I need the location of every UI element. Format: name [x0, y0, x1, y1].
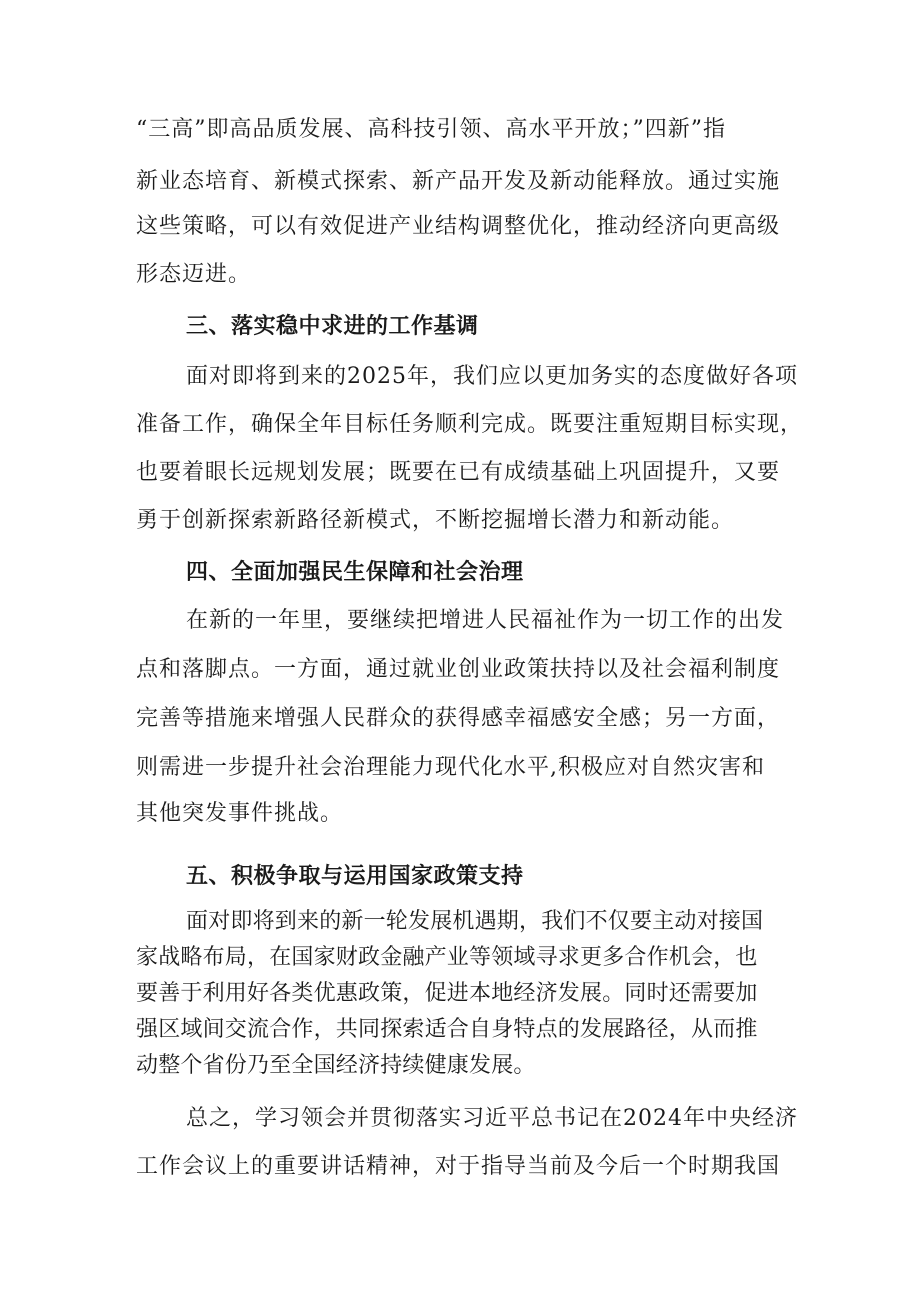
paragraph-line: 完善等措施来增强人民群众的获得感幸福感安全感；另一方面，: [136, 706, 781, 731]
paragraph-line: 勇于创新探索新路径新模式，不断挖掘增长潜力和新动能。: [136, 508, 735, 533]
paragraph-line: 也要着眼长远规划发展；既要在已有成绩基础上巩固提升，又要: [136, 460, 781, 485]
paragraph-line: 准备工作，确保全年目标任务顺利完成。既要注重短期目标实现，: [136, 412, 804, 437]
paragraph-line: 总之，学习领会并贯彻落实习近平总书记在2024年中央经济: [186, 1106, 798, 1131]
paragraph-line: 新业态培育、新模式探索、新产品开发及新动能释放。通过实施: [136, 169, 781, 194]
paragraph-line: 强区域间交流合作，共同探索适合自身特点的发展路径，从而推: [136, 1017, 758, 1042]
section-heading: 五、积极争取与运用国家政策支持: [186, 864, 524, 889]
paragraph-line: 点和落脚点。一方面，通过就业创业政策扶持以及社会福利制度: [136, 657, 781, 682]
paragraph-line: 工作会议上的重要讲话精神，对于指导当前及今后一个时期我国: [136, 1154, 781, 1179]
paragraph-line: 形态迈进。: [136, 262, 252, 287]
paragraph-line: 面对即将到来的2025年，我们应以更加务实的态度做好各项: [186, 364, 798, 389]
paragraph-line: 面对即将到来的新一轮发展机遇期，我们不仅要主动对接国: [186, 909, 764, 934]
paragraph-line: 动整个省份乃至全国经济持续健康发展。: [136, 1053, 536, 1078]
section-heading: 三、落实稳中求进的工作基调: [186, 314, 479, 339]
paragraph-line: 在新的一年里，要继续把增进人民福祉作为一切工作的出发: [186, 608, 785, 633]
paragraph-line: “三高”即高品质发展、高科技引领、高水平开放；”四新”指: [136, 117, 726, 142]
paragraph-line: 这些策略，可以有效促进产业结构调整优化，推动经济向更高级: [136, 214, 781, 239]
paragraph-line: 家战略布局，在国家财政金融产业等领域寻求更多合作机会，也: [136, 945, 758, 970]
paragraph-line: 要善于利用好各类优惠政策，促进本地经济发展。同时还需要加: [136, 981, 758, 1006]
section-heading: 四、全面加强民生保障和社会治理: [186, 560, 524, 585]
paragraph-line: 则需进一步提升社会治理能力现代化水平,积极应对自然灾害和: [136, 755, 765, 780]
paragraph-line: 其他突发事件挑战。: [136, 801, 344, 826]
